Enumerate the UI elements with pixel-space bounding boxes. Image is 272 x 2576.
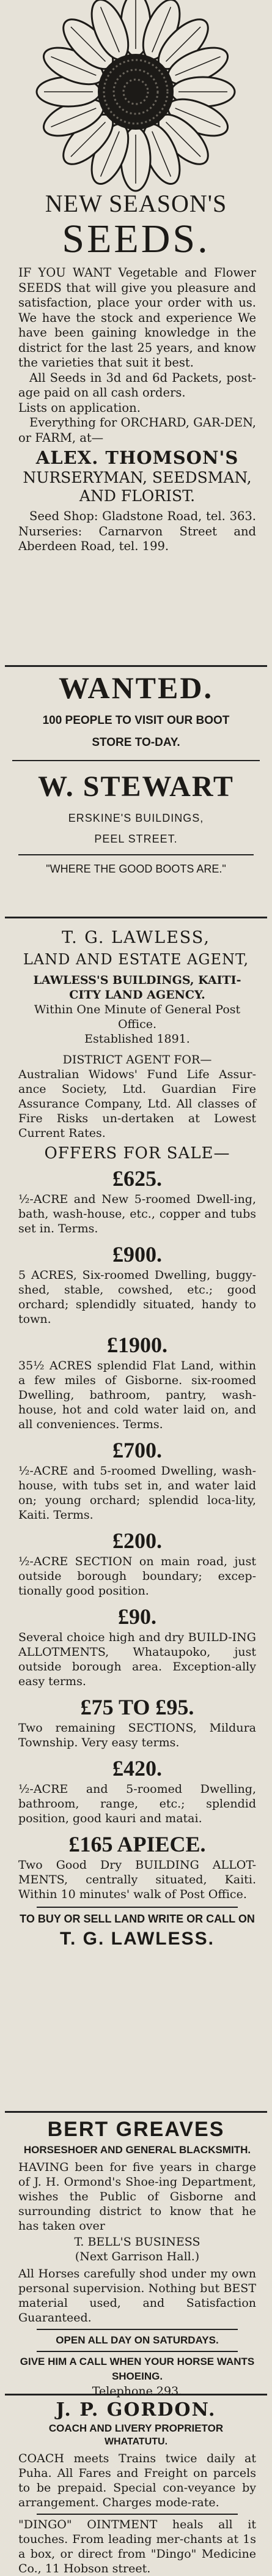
listing-item: [18, 1694, 256, 1750]
gordon-rule: [37, 2514, 238, 2515]
gordon-dingo-text: "DINGO" OINTMENT heals all it touches. From leading mer-chants at 1s a box, or direct from "Dingo" Medicine Co., 11 Hobson street.: [18, 2518, 256, 2575]
gordon-heading: J. P. GORDON.: [56, 2399, 216, 2421]
listing-text: Two Good Dry BUILDING ALLOT-MENTS, centrally situated, Kaiti. Within 10 minutes' walk of Post Office.: [18, 1858, 256, 1901]
listing-text: ½-ACRE and 5-roomed Dwelling, wash-house, with tubs set in, and water laid on; young orchard; splendid loca-lity, Kaiti. Terms.: [18, 1464, 256, 1522]
wanted-inner-rule: [12, 760, 260, 761]
greaves-subheading: HORSESHOER AND GENERAL BLACKSMITH.: [23, 2144, 251, 2156]
listing-price: £700.: [112, 1438, 162, 1462]
listing-item: [18, 1831, 256, 1902]
gordon-subheading: COACH AND LIVERY PROPRIETOR: [48, 2422, 224, 2434]
divider-rule: [5, 917, 267, 918]
lawless-location: Within One Minute of General Post Office.: [34, 1003, 241, 1031]
listing-price: £90.: [118, 1604, 156, 1629]
gordon-advertisement: [0, 2399, 272, 2576]
listing-text: ½-ACRE and New 5-roomed Dwell-ing, bath, wash-house, etc., copper and tubs set in. Terms.: [18, 1193, 256, 1235]
wanted-line1: 100 PEOPLE TO VISIT OUR BOOT: [42, 714, 230, 727]
listing-price: £165 APIECE.: [68, 1832, 206, 1856]
listing-price: £75 TO £95.: [80, 1695, 194, 1719]
stewart-name: W. STEWART: [38, 770, 234, 803]
greaves-heading: BERT GREAVES: [47, 2118, 225, 2141]
listing-price: £625.: [112, 1166, 162, 1191]
wanted-line2: STORE TO-DAY.: [92, 736, 180, 749]
greaves-shop-address: (Next Garrison Hall.): [75, 2250, 200, 2263]
listing-text: Several choice high and dry BUILD-ING ALLOTMENTS, Whataupoko, just outside borough area. Exception-ally easy terms.: [18, 1631, 256, 1688]
stewart-rule: [18, 854, 254, 855]
seeds-shop-address: Seed Shop: Gladstone Road, tel. 363. Nurseries: Carnarvon Street and Aberdeen Road, tel. 199.: [18, 509, 256, 553]
gordon-place: WHATATUTU.: [104, 2436, 168, 2447]
seeds-merchant-name: ALEX. THOMSON'S: [35, 447, 239, 468]
lawless-address: LAWLESS'S BUILDINGS, KAITI-CITY LAND AGENCY.: [33, 973, 241, 1002]
greaves-advertisement: [0, 2116, 272, 2399]
stewart-address1: ERSKINE'S BUILDINGS,: [68, 812, 204, 824]
seeds-merchant-trade: NURSERYMAN, SEEDSMAN, AND FLORIST.: [23, 469, 252, 505]
greaves-shop: T. BELL'S BUSINESS: [74, 2235, 200, 2249]
lawless-closing-line2: T. G. LAWLESS.: [59, 1929, 215, 1949]
greaves-details: All Horses carefully shod under my own personal supervision. Nothing but BEST material used, and Satisfaction Guaranteed.: [18, 2267, 256, 2325]
listing-item: [18, 1331, 256, 1432]
seeds-heading-line2: SEEDS.: [62, 217, 210, 261]
greaves-telephone: Telephone 293.: [92, 2384, 183, 2398]
listing-item: [18, 1241, 256, 1327]
wanted-advertisement: [0, 666, 272, 877]
greaves-rule: [37, 2351, 238, 2352]
lawless-closing-rule: [37, 1907, 238, 1908]
lawless-closing-line1: TO BUY OR SELL LAND WRITE OR CALL ON: [20, 1913, 255, 1925]
stewart-slogan: "WHERE THE GOOD BOOTS ARE.": [46, 863, 226, 875]
lawless-offers: OFFERS FOR SALE—: [44, 1144, 230, 1163]
seeds-advertisement: [0, 0, 272, 554]
greaves-give: GIVE HIM A CALL WHEN YOUR HORSE WANTS SHOEING.: [20, 2356, 255, 2382]
listing-text: ½-ACRE and 5-roomed Dwelling, bathroom, range, etc.; splendid position, good kauri and matai.: [18, 1782, 256, 1825]
listing-item: [18, 1603, 256, 1689]
seeds-lists-line: Lists on application.: [18, 400, 141, 415]
divider-rule: [5, 2111, 267, 2113]
listing-text: 35½ ACRES splendid Flat Land, within a few miles of Gisborne. six-roomed Dwelling, bathroom, pantry, wash-house, hot and cold water laid on, and all conveniences. Terms.: [18, 1359, 256, 1431]
lawless-heading: T. G. LAWLESS,: [62, 928, 210, 947]
sunflower-illustration: [0, 0, 272, 191]
seeds-everything-line: Everything for ORCHARD, GAR-DEN, or FARM, at—: [18, 415, 256, 445]
lawless-agent-heading: DISTRICT AGENT FOR—: [62, 1053, 212, 1067]
seeds-heading-line1: NEW SEASON'S: [45, 190, 227, 217]
listing-price: £420.: [112, 1756, 162, 1781]
listing-price: £200.: [112, 1528, 162, 1553]
listing-item: [18, 1165, 256, 1236]
seeds-intro-paragraph: [18, 266, 256, 371]
listing-item: [18, 1527, 256, 1598]
listing-price: £1900.: [107, 1333, 167, 1357]
lawless-agent-text: Australian Widows' Fund Life Assur-ance Society, Ltd. Guardian Fire Assurance Company, Ltd. All classes of Fire Risks un-dertaken at Lowest Current Rates.: [18, 1068, 256, 1140]
listing-item: [18, 1755, 256, 1826]
lawless-subheading: LAND AND ESTATE AGENT,: [23, 951, 249, 968]
listing-text: ½-ACRE SECTION on main road, just outside borough boundary; excep-tionally good position.: [18, 1555, 256, 1598]
greaves-open: OPEN ALL DAY ON SATURDAYS.: [56, 2334, 219, 2346]
lawless-established: Established 1891.: [84, 1032, 190, 1046]
listing-text: 5 ACRES, Six-roomed Dwelling, buggy-shed, stable, cowshed, etc.; good orchard; splendidly situated, handy to town.: [18, 1268, 256, 1326]
divider-rule: [5, 2394, 267, 2395]
lawless-advertisement: [0, 923, 272, 1951]
stewart-address2: PEEL STREET.: [94, 833, 178, 845]
seeds-intro-text: IF YOU WANT Vegetable and Flower SEEDS that will give you pleasure and satisfaction, place your order with us. We have the stock and experience We have been gaining knowledge in the district for the last 25 years, and know the varieties that suit it best.: [18, 266, 256, 370]
seeds-postage-paragraph: All Seeds in 3d and 6d Packets, post-age paid on all cash orders.: [18, 370, 256, 400]
listing-text: Two remaining SECTIONS, Mildura Township. Very easy terms.: [18, 1721, 256, 1749]
greaves-rule: [37, 2329, 238, 2330]
listing-item: [18, 1437, 256, 1522]
listing-price: £900.: [112, 1242, 162, 1267]
wanted-heading: WANTED.: [59, 671, 213, 705]
gordon-coach-text: COACH meets Trains twice daily at Puha. All Fares and Freight on parcels to be prepaid. Special con-veyance by arrangement. Charges mode-rate.: [18, 2452, 256, 2509]
greaves-intro: HAVING been for five years in charge of J. H. Ormond's Shoe-ing Department, wishes the Public of Gisborne and surrounding district to know that he has taken over: [18, 2161, 256, 2233]
